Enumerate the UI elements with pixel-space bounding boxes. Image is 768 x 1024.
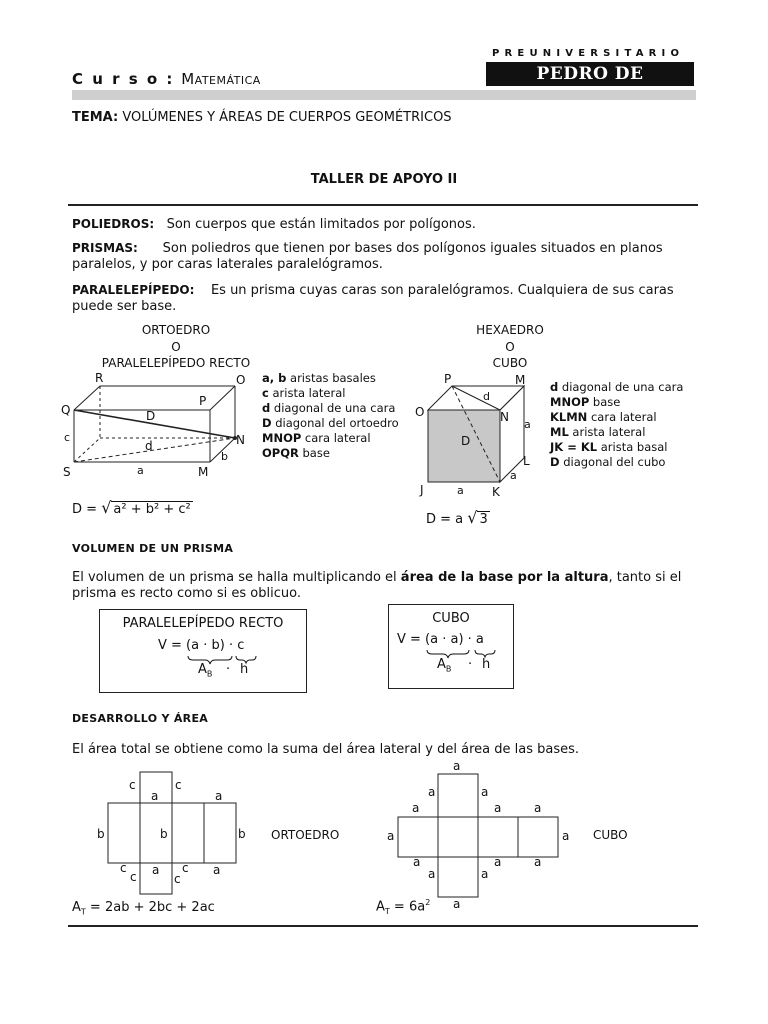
topic-text: VOLÚMENES Y ÁREAS DE CUERPOS GEOMÉTRICOS	[122, 110, 452, 125]
box2-base-area: $A_B$	[437, 657, 452, 674]
box2-dot: ·	[468, 657, 473, 672]
volumen-text-bold: área de la base por la altura	[400, 570, 609, 585]
cube-formula-lhs: D = a	[426, 512, 464, 527]
cube-edge-a-right: a	[524, 418, 531, 431]
net-cubo-label: CUBO	[593, 828, 628, 842]
net-label: b	[97, 827, 105, 841]
volumen-text-a: El volumen de un prisma se halla multiplicando el	[72, 570, 401, 585]
volumen-text-b: , tanto si el	[608, 570, 682, 585]
def-prismas-text1: Son poliedros que tienen por bases dos polígonos iguales situados en planos	[162, 241, 663, 256]
desarrollo-text: El área total se obtiene como la suma del área lateral y del área de las bases.	[72, 742, 580, 757]
ortoedro-edge-c: c	[64, 431, 71, 444]
ortoedro-edge-a: a	[137, 464, 144, 477]
def-poliedros-label: POLIEDROS:	[72, 217, 155, 231]
hexaedro-legend-item: ML arista lateral	[550, 425, 646, 439]
net-label: a	[215, 789, 223, 803]
cube-edge-a-bottom-right: a	[510, 469, 517, 482]
ortoedro-vertex-R: R	[95, 371, 104, 385]
ortoedro-vertex-S: S	[63, 465, 71, 479]
box1-title: PARALELEPÍPEDO RECTO	[122, 616, 284, 631]
ortoedro-legend-item: a, b aristas basales	[262, 371, 376, 385]
desarrollo-heading: DESARROLLO Y ÁREA	[72, 712, 209, 725]
net-label: a	[213, 863, 221, 877]
net-label: c	[129, 778, 136, 792]
net-label: a	[453, 759, 461, 773]
cube-area-formula: $A_T = 6a^2$	[376, 898, 431, 916]
def-prismas-text2: paralelos, y por caras laterales paralelógramos.	[72, 257, 383, 272]
ortoedro-formula: D = √ a² + b² + c²	[72, 498, 191, 517]
ortoedro-formula-lhs: D =	[72, 502, 98, 517]
ortoedro-vertex-N: N	[236, 433, 245, 447]
brand-subtitle: PREUNIVERSITARIO	[492, 48, 685, 59]
ortoedro-legend-item: MNOP cara lateral	[262, 431, 371, 445]
ortoedro-legend-item: c arista lateral	[262, 386, 346, 400]
hexaedro-legend-item: JK = KL arista basal	[550, 440, 668, 454]
footer-divider	[68, 925, 698, 927]
box2-height: h	[482, 657, 491, 672]
net-label: b	[160, 827, 168, 841]
net-ortoedro-label: ORTOEDRO	[271, 828, 340, 842]
cube-vertex-M: M	[515, 373, 526, 387]
net-label: a	[494, 801, 502, 815]
cube-net-bottom-face	[438, 857, 478, 897]
box2-title: CUBO	[432, 611, 470, 626]
net-label: a	[481, 785, 489, 799]
def-paralelepipedo-text2: puede ser base.	[72, 299, 177, 314]
box1-height: h	[240, 662, 249, 677]
course-name: Matemática	[181, 70, 261, 88]
net-label: a	[151, 789, 159, 803]
net-label: a	[412, 801, 420, 815]
cube-edge-D: D	[461, 434, 471, 448]
net-label: a	[387, 829, 395, 843]
net-label: a	[494, 855, 502, 869]
net-label: a	[534, 855, 542, 869]
net-label: c	[174, 872, 181, 886]
brand-logo: PEDRO DE	[486, 62, 694, 86]
cube-vertex-P: P	[444, 372, 452, 386]
cube-vertex-N: N	[500, 410, 509, 424]
cube-formula: D = a √ 3	[426, 508, 488, 527]
volumen-heading: VOLUMEN DE UN PRISMA	[72, 542, 234, 555]
def-poliedros-text: Son cuerpos que están limitados por polígonos.	[166, 217, 476, 232]
ortoedro-area-formula: $A_T = 2ab + 2bc + 2ac$	[72, 900, 215, 917]
hexaedro-legend-item: d diagonal de una cara	[550, 380, 684, 394]
ortoedro-legend-item: OPQR base	[262, 446, 330, 460]
hexaedro-legend-item: KLMN cara lateral	[550, 410, 657, 424]
ortoedro-vertex-P: P	[199, 394, 207, 408]
net-label: c	[182, 861, 189, 875]
hexaedro-legend-item: MNOP base	[550, 395, 621, 409]
cube-edge-a-bottom: a	[457, 484, 464, 497]
ortoedro-title-2: O	[171, 339, 181, 354]
net-label: c	[120, 861, 127, 875]
def-paralelepipedo-text1: Es un prisma cuyas caras son paralelógramos. Cualquiera de sus caras	[210, 283, 674, 298]
ortoedro-edge-D: D	[146, 409, 156, 423]
ortoedro-legend-item: D diagonal del ortoedro	[262, 416, 399, 430]
box1-base-area: $A_B$	[198, 662, 213, 679]
net-label: a	[152, 863, 160, 877]
def-paralelepipedo-label: PARALELEPÍPEDO:	[72, 283, 195, 297]
ortoedro-edge-d: d	[145, 439, 153, 453]
net-label: b	[238, 827, 246, 841]
net-label: a	[453, 897, 461, 911]
ortoedro-vertex-O: O	[236, 373, 246, 387]
net-label: a	[413, 855, 421, 869]
ortoedro-vertex-M: M	[198, 465, 209, 479]
box2-formula: V = (a · a) · a	[397, 632, 484, 647]
hexaedro-legend-item: D diagonal del cubo	[550, 455, 666, 469]
ortoedro-edge-b: b	[221, 450, 228, 463]
cube-formula-radicand: 3	[479, 512, 488, 527]
net-label: a	[481, 867, 489, 881]
hexaedro-title-2: O	[505, 339, 515, 354]
net-label: c	[130, 870, 137, 884]
net-label: a	[428, 867, 436, 881]
cube-vertex-L: L	[523, 454, 530, 468]
ortoedro-title-1: ORTOEDRO	[141, 323, 211, 337]
net-label: a	[428, 785, 436, 799]
ortoedro-formula-radicand: a² + b² + c²	[113, 502, 191, 517]
page-title: TALLER DE APOYO II	[310, 172, 458, 187]
ortoedro-vertex-Q: Q	[61, 403, 71, 417]
cube-vertex-K: K	[492, 485, 500, 499]
cube-net-top-face	[438, 774, 478, 817]
topic-label: TEMA:	[72, 110, 119, 125]
cube-vertex-J: J	[420, 483, 424, 497]
net-label: c	[175, 778, 182, 792]
box1-dot: ·	[226, 662, 231, 677]
box1-formula: V = (a · b) · c	[158, 638, 245, 653]
volumen-text-2: prisma es recto como si es oblicuo.	[72, 586, 301, 601]
cube-vertex-O: O	[415, 405, 425, 419]
net-label: a	[534, 801, 542, 815]
course-label: C u r s o :	[72, 70, 175, 88]
ortoedro-legend-item: d diagonal de una cara	[262, 401, 396, 415]
ortoedro-title-3: PARALELEPÍPEDO RECTO	[101, 356, 251, 370]
def-prismas-label: PRISMAS:	[72, 241, 138, 255]
hexaedro-title-1: HEXAEDRO	[476, 323, 544, 337]
net-label: a	[562, 829, 570, 843]
cube-edge-d: d	[483, 390, 490, 403]
hexaedro-title-3: CUBO	[492, 356, 528, 370]
